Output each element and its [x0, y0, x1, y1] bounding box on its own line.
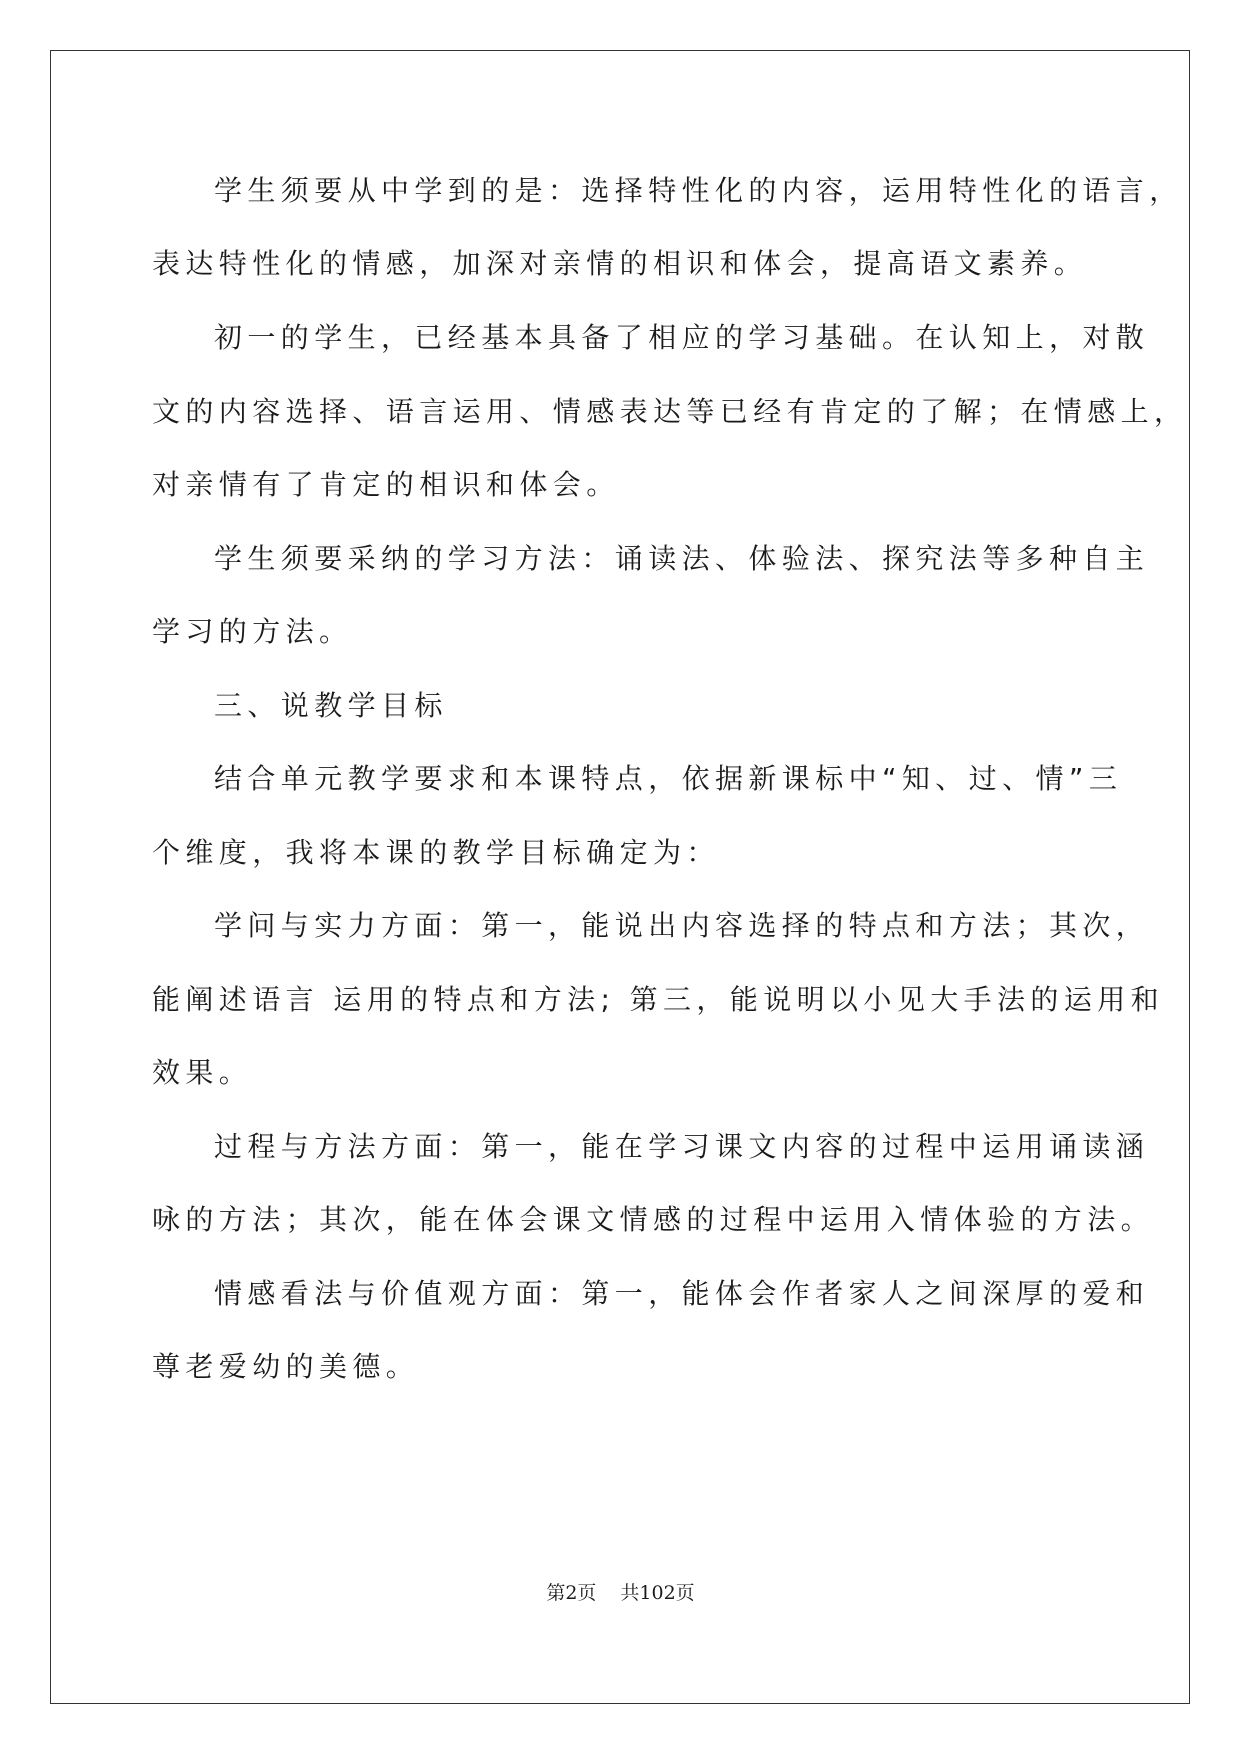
paragraph-line: 对亲情有了肯定的相识和体会。 [152, 468, 620, 501]
paragraph-line: 咏的方法；其次，能在体会课文情感的过程中运用入情体验的方法。 [152, 1203, 1155, 1236]
page-footer [0, 1579, 1241, 1607]
paragraph-line: 学问与实力方面：第一，能说出内容选择的特点和方法；其次， [214, 909, 1150, 942]
paragraph-line: 尊老爱幼的美德。 [152, 1350, 420, 1383]
paragraph-line: 过程与方法方面：第一，能在学习课文内容的过程中运用诵读涵 [214, 1130, 1150, 1163]
paragraph-line: 学生须要采纳的学习方法：诵读法、体验法、探究法等多种自主 [214, 542, 1150, 575]
page-number: 第2页 [546, 1582, 597, 1604]
paragraph-line: 初一的学生，已经基本具备了相应的学习基础。在认知上，对散 [214, 321, 1150, 354]
paragraph-line: 个维度，我将本课的教学目标确定为： [152, 836, 720, 869]
paragraph-line: 情感看法与价值观方面：第一，能体会作者家人之间深厚的爱和 [214, 1277, 1150, 1310]
paragraph-line: 能阐述语言 运用的特点和方法; 第三，能说明以小见大手法的运用和 [152, 983, 1165, 1016]
paragraph-line: 学习的方法。 [152, 615, 353, 648]
page-border [50, 50, 1190, 1704]
paragraph-line: 学生须要从中学到的是：选择特性化的内容，运用特性化的语言， [214, 174, 1183, 207]
section-heading: 三、说教学目标 [214, 689, 448, 722]
paragraph-line: 结合单元教学要求和本课特点，依据新课标中“知、过、情”三 [214, 762, 1123, 795]
paragraph-line: 效果。 [152, 1056, 253, 1089]
paragraph-line: 表达特性化的情感，加深对亲情的相识和体会，提高语文素养。 [152, 247, 1088, 280]
paragraph-line: 文的内容选择、语言运用、情感表达等已经有肯定的了解；在情感上， [152, 395, 1188, 428]
page-total: 共102页 [620, 1582, 695, 1604]
